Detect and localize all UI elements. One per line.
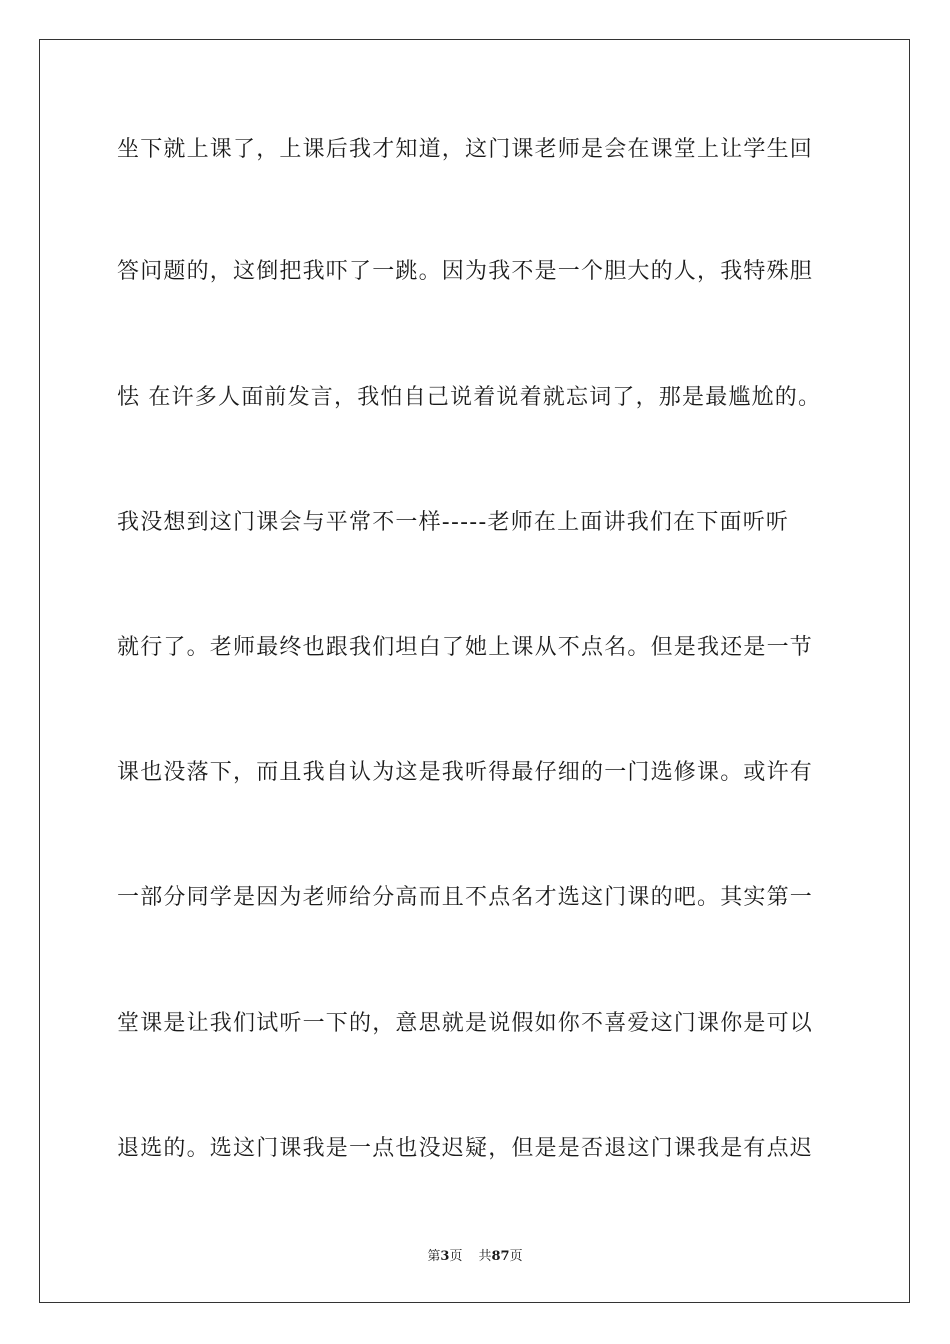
total-pages: 87: [491, 1249, 510, 1264]
text-line: 怯 在许多人面前发言，我怕自己说着说着就忘词了，那是最尴尬的。: [117, 385, 822, 410]
page-number: 3: [440, 1249, 450, 1264]
text-line: 课也没落下，而且我自认为这是我听得最仔细的一门选修课。或许有: [117, 760, 814, 785]
text-line: 一部分同学是因为老师给分高而且不点名才选这门课的吧。其实第一: [117, 885, 814, 910]
text-line: 退选的。选这门课我是一点也没迟疑，但是是否退这门课我是有点迟: [117, 1136, 814, 1161]
page-border: [39, 39, 910, 1303]
text-line: 坐下就上课了，上课后我才知道，这门课老师是会在课堂上让学生回: [117, 137, 814, 162]
page-footer: [0, 1249, 950, 1265]
page-prefix: 第: [427, 1249, 441, 1264]
text-line: 堂课是让我们试听一下的，意思就是说假如你不喜爱这门课你是可以: [117, 1011, 814, 1036]
total-suffix: 页: [509, 1249, 523, 1264]
total-prefix: 共: [478, 1249, 492, 1264]
text-line: 我没想到这门课会与平常不一样-----老师在上面讲我们在下面听听: [117, 510, 790, 535]
page-suffix: 页: [449, 1249, 463, 1264]
text-line: 就行了。老师最终也跟我们坦白了她上课从不点名。但是我还是一节: [117, 635, 814, 660]
text-line: 答问题的，这倒把我吓了一跳。因为我不是一个胆大的人，我特殊胆: [117, 259, 814, 284]
